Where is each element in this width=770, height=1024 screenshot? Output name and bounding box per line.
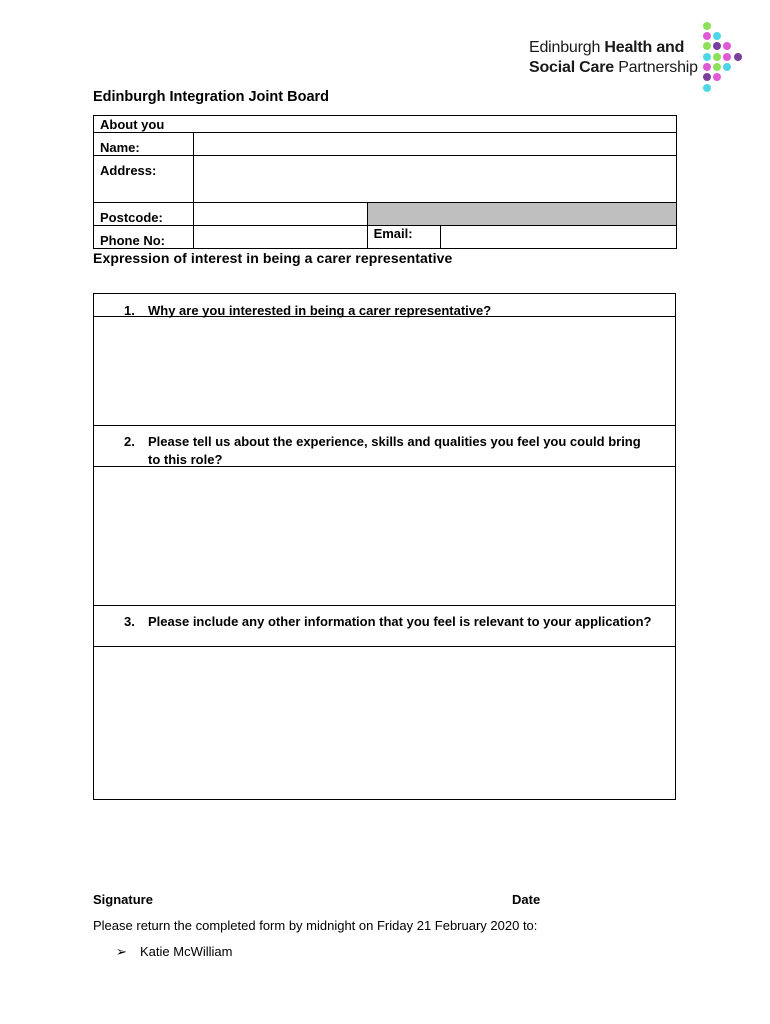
address-field[interactable] xyxy=(193,156,676,203)
logo-line1-bold: Health and xyxy=(604,39,685,56)
divider xyxy=(94,425,675,426)
question-3 xyxy=(124,613,654,631)
questions-box xyxy=(93,293,676,800)
arrow-bullet-icon: ➢ xyxy=(116,944,127,959)
email-field[interactable] xyxy=(440,226,677,249)
answer-3-area[interactable] xyxy=(94,647,675,799)
partnership-logo-text xyxy=(529,38,698,78)
contact-list-item xyxy=(116,944,232,960)
logo-line2-regular: Partnership xyxy=(613,59,698,76)
partnership-logo-dots-icon xyxy=(700,20,750,95)
section-title: Expression of interest in being a carer representative xyxy=(93,250,453,266)
logo-line1-regular: Edinburgh xyxy=(529,39,605,56)
address-label: Address: xyxy=(94,156,194,203)
signature-label: Signature xyxy=(93,892,153,907)
date-label: Date xyxy=(512,892,541,907)
question-3-text: Please include any other information that you feel is relevant to your application? xyxy=(148,614,652,629)
about-you-header: About you xyxy=(94,116,677,133)
phone-label: Phone No: xyxy=(94,226,194,249)
question-2-number: 2. xyxy=(124,434,135,449)
phone-field[interactable] xyxy=(193,226,367,249)
email-label: Email: xyxy=(367,226,440,249)
question-1-number: 1. xyxy=(124,303,135,318)
shaded-cell xyxy=(367,203,676,226)
postcode-label: Postcode: xyxy=(94,203,194,226)
question-3-number: 3. xyxy=(124,614,135,629)
name-label: Name: xyxy=(94,133,194,156)
divider xyxy=(94,605,675,606)
question-1-text: Why are you interested in being a carer representative? xyxy=(148,303,492,318)
postcode-field[interactable] xyxy=(193,203,367,226)
page-title: Edinburgh Integration Joint Board xyxy=(93,89,330,105)
answer-1-area[interactable] xyxy=(94,317,675,425)
answer-2-area[interactable] xyxy=(94,467,675,605)
logo-line2-bold: Social Care xyxy=(529,59,614,76)
question-2 xyxy=(124,433,654,469)
contact-name: Katie McWilliam xyxy=(140,944,233,959)
about-you-table xyxy=(93,115,677,249)
return-instructions: Please return the completed form by midnight on Friday 21 February 2020 to: xyxy=(93,918,538,933)
name-field[interactable] xyxy=(193,133,676,156)
question-2-text: Please tell us about the experience, skills and qualities you feel you could bring to this role? xyxy=(148,434,641,467)
